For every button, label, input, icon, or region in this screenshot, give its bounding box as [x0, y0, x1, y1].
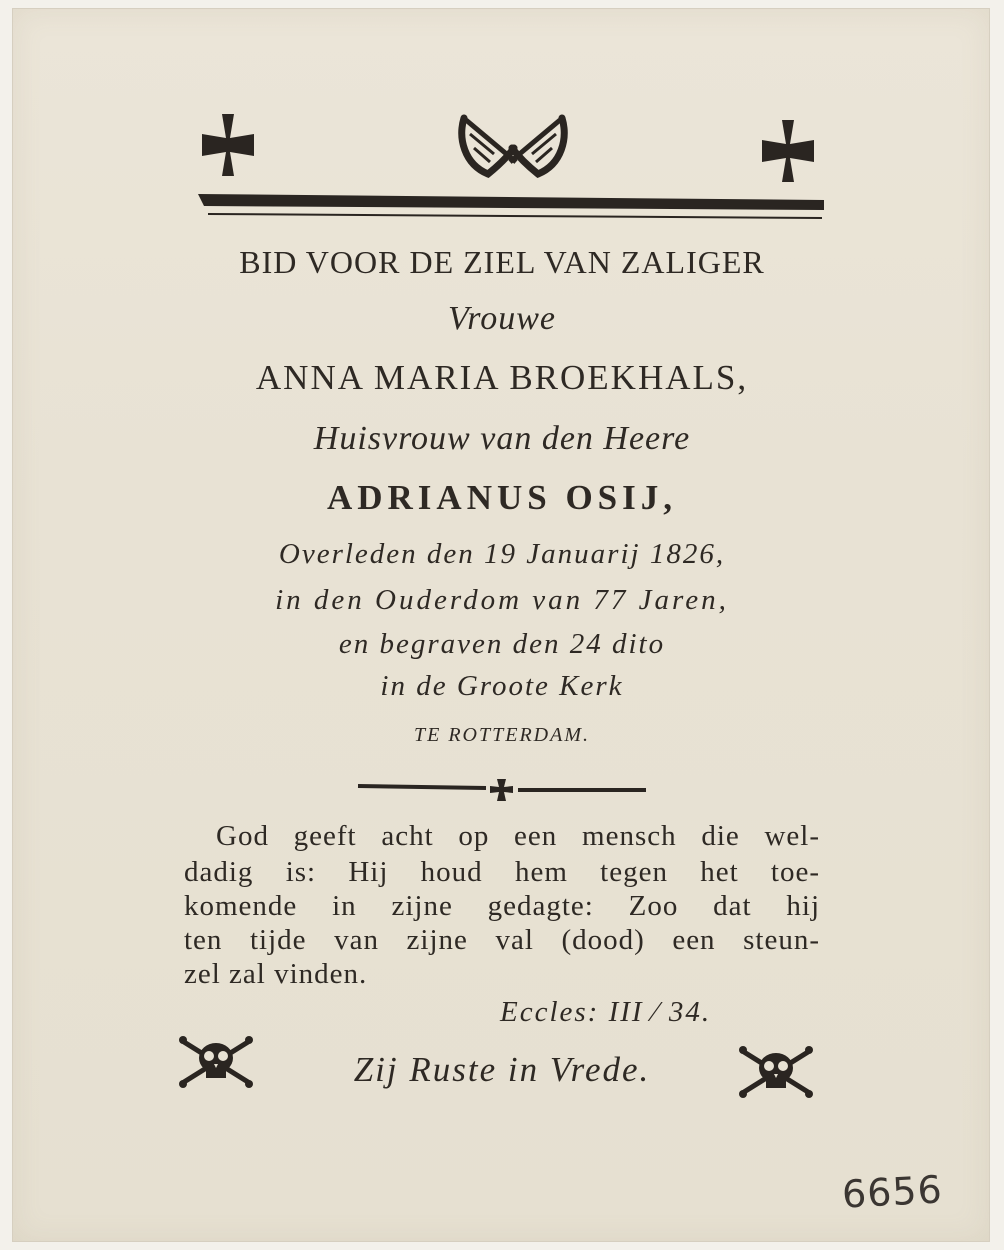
verse-line: God geeft acht op een mensch die wel- [216, 820, 820, 852]
cross-pattee-icon [752, 116, 824, 186]
death-date: Overleden den 19 Januarij 1826, [278, 538, 726, 570]
skull-crossbones-icon [738, 1044, 814, 1100]
burial-date: en begraven den 24 dito [338, 628, 666, 660]
verse-line: dadig is: Hij houd hem tegen het toe- [184, 856, 820, 888]
inventory-number: 6656 [840, 1167, 944, 1217]
small-cross-divider-icon [356, 776, 648, 804]
top-rule [196, 190, 826, 224]
title: Vrouwe [448, 300, 556, 337]
verse-line: komende in zijne gedagte: Zoo dat hij [184, 890, 820, 922]
spouse-name: ADRIANUS OSIJ, [326, 478, 678, 517]
deceased-name: ANNA MARIA BROEKHALS, [255, 358, 749, 397]
verse-line: zel zal vinden. [184, 958, 368, 990]
crossed-palms-icon [454, 108, 572, 184]
verse-line: ten tijde van zijne val (dood) een steun- [184, 924, 820, 956]
verse-reference: Eccles: III ⁄ 34. [500, 996, 712, 1028]
closing-line: Zij Ruste in Vrede. [353, 1050, 651, 1089]
church: in de Groote Kerk [380, 670, 624, 702]
cross-pattee-icon [192, 110, 264, 180]
relation: Huisvrouw van den Heere [313, 420, 691, 457]
age: in den Ouderdom van 77 Jaren, [275, 584, 729, 616]
city: TE ROTTERDAM. [414, 724, 590, 746]
heading: BID VOOR DE ZIEL VAN ZALIGER [239, 244, 765, 280]
